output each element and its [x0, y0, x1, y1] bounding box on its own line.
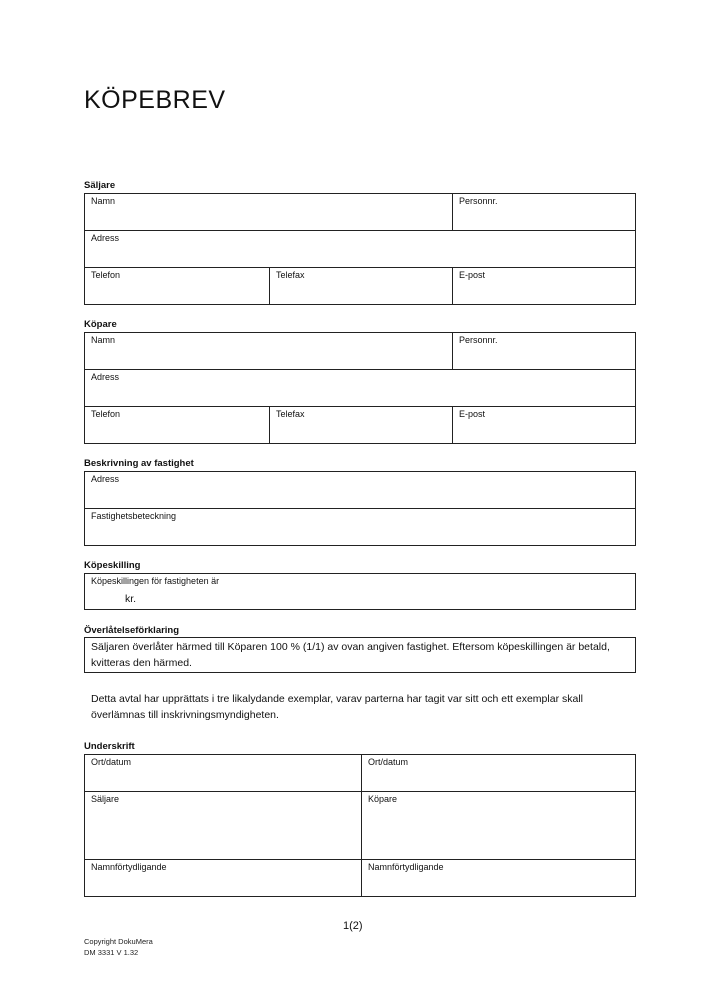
buyer-name-clarification-field[interactable]	[361, 860, 635, 896]
seller-table	[84, 193, 636, 305]
buyer-address-field[interactable]	[85, 370, 635, 406]
buyer-signature-field[interactable]	[361, 792, 635, 859]
buyer-personnr-field[interactable]	[452, 333, 635, 369]
buyer-phone-field[interactable]	[85, 407, 269, 443]
buyer-table	[84, 332, 636, 444]
buyer-name-field[interactable]	[85, 333, 452, 369]
buyer-email-label: E-post	[459, 409, 486, 419]
seller-row-address	[85, 231, 635, 268]
buyer-fax-field[interactable]	[269, 407, 452, 443]
price-field[interactable]	[84, 573, 636, 610]
seller-row-name	[85, 194, 635, 231]
seller-name-clarification-field[interactable]	[85, 860, 361, 896]
seller-phone-label: Telefon	[91, 270, 121, 280]
buyer-row-name	[85, 333, 635, 370]
price-heading: Köpeskilling	[84, 560, 141, 571]
buyer-row-contact	[85, 407, 635, 443]
seller-email-field[interactable]	[452, 268, 635, 304]
page-number: 1(2)	[343, 920, 363, 932]
seller-address-field[interactable]	[85, 231, 635, 267]
property-address-label: Adress	[91, 474, 120, 484]
buyer-address-label: Adress	[91, 372, 120, 382]
seller-place-date-label: Ort/datum	[91, 757, 132, 767]
seller-personnr-field[interactable]	[452, 194, 635, 230]
signature-heading: Underskrift	[84, 741, 135, 752]
signature-row-names	[85, 860, 635, 896]
buyer-fax-label: Telefax	[276, 409, 305, 419]
seller-phone-field[interactable]	[85, 268, 269, 304]
seller-heading: Säljare	[84, 180, 116, 191]
seller-row-contact	[85, 268, 635, 304]
buyer-name-label: Namn	[91, 335, 116, 345]
price-currency: kr.	[125, 593, 137, 605]
seller-fax-field[interactable]	[269, 268, 452, 304]
buyer-email-field[interactable]	[452, 407, 635, 443]
signature-row-place-date	[85, 755, 635, 792]
property-table	[84, 471, 636, 546]
property-designation-field[interactable]	[85, 509, 635, 545]
property-row-address	[85, 472, 635, 509]
agreement-text: Detta avtal har upprättats i tre likalydande exemplar, varav parterna har tagit var sitt och ett exemplar skall överlämnas till inskrivningsmyndigheten.	[91, 693, 583, 721]
buyer-signature-label: Köpare	[368, 794, 398, 804]
signature-table	[84, 754, 636, 897]
property-address-field[interactable]	[85, 472, 635, 508]
buyer-personnr-label: Personnr.	[459, 335, 498, 345]
copyright-text: Copyright DokuMera	[84, 937, 153, 946]
property-designation-label: Fastighetsbeteckning	[91, 511, 177, 521]
transfer-heading: Överlåtelseförklaring	[84, 625, 180, 636]
buyer-place-date-field[interactable]	[361, 755, 635, 791]
property-heading: Beskrivning av fastighet	[84, 458, 194, 469]
seller-email-label: E-post	[459, 270, 486, 280]
seller-name-label: Namn	[91, 196, 116, 206]
page-title: KÖPEBREV	[84, 86, 226, 114]
buyer-heading: Köpare	[84, 319, 117, 330]
transfer-box	[84, 637, 636, 673]
seller-name-field[interactable]	[85, 194, 452, 230]
property-row-designation	[85, 509, 635, 545]
price-label: Köpeskillingen för fastigheten är	[91, 576, 220, 586]
document-id: DM 3331 V 1.32	[84, 948, 139, 957]
seller-name-clarification-label: Namnförtydligande	[91, 862, 167, 872]
transfer-text: Säljaren överlåter härmed till Köparen 100 % (1/1) av ovan angiven fastighet. Eftersom köpeskillingen är betald, kvitteras den härmed.	[91, 641, 610, 669]
seller-signature-field[interactable]	[85, 792, 361, 859]
seller-place-date-field[interactable]	[85, 755, 361, 791]
buyer-name-clarification-label: Namnförtydligande	[368, 862, 444, 872]
buyer-place-date-label: Ort/datum	[368, 757, 409, 767]
seller-personnr-label: Personnr.	[459, 196, 498, 206]
buyer-row-address	[85, 370, 635, 407]
seller-address-label: Adress	[91, 233, 120, 243]
seller-fax-label: Telefax	[276, 270, 305, 280]
signature-row-signatures	[85, 792, 635, 860]
seller-signature-label: Säljare	[91, 794, 120, 804]
buyer-phone-label: Telefon	[91, 409, 121, 419]
